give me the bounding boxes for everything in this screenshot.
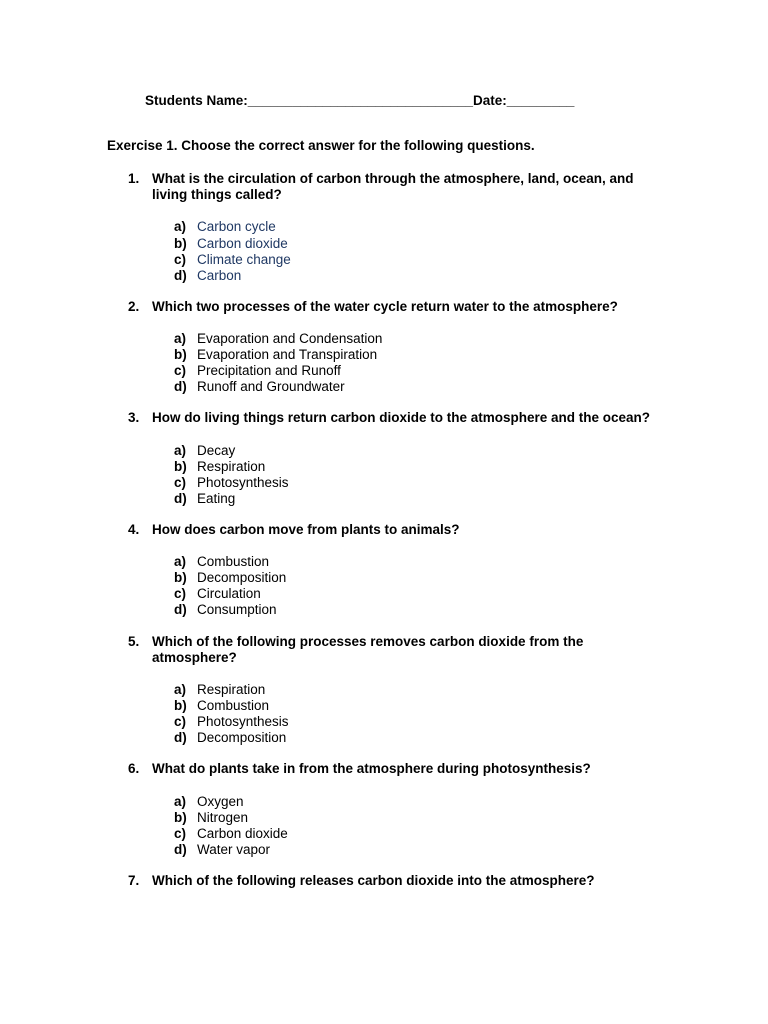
question-3 xyxy=(128,410,668,507)
option-letter: b) xyxy=(174,347,187,363)
option-text: Nitrogen xyxy=(197,809,249,825)
question-text: Which of the following releases carbon dioxide into the atmosphere? xyxy=(152,872,595,888)
answer-option-a[interactable] xyxy=(174,682,668,698)
option-letter: b) xyxy=(174,570,187,586)
question-text: How does carbon move from plants to animals? xyxy=(152,521,460,537)
answer-option-c[interactable] xyxy=(174,475,668,491)
option-letter: d) xyxy=(174,602,187,618)
answer-option-b[interactable] xyxy=(174,459,668,475)
question-stem xyxy=(128,761,668,777)
option-letter: c) xyxy=(174,363,187,379)
option-letter: b) xyxy=(174,698,187,714)
option-text: Carbon dioxide xyxy=(197,825,288,841)
answer-options xyxy=(174,794,668,858)
option-letter: c) xyxy=(174,714,187,730)
answer-options xyxy=(174,331,668,395)
option-text: Carbon dioxide xyxy=(197,235,288,251)
answer-option-d[interactable] xyxy=(174,379,668,395)
answer-option-d[interactable] xyxy=(174,730,668,746)
option-text: Combustion xyxy=(197,698,270,714)
question-stem xyxy=(128,410,668,426)
question-number: 5. xyxy=(128,633,140,649)
option-text: Decomposition xyxy=(197,730,287,746)
question-6 xyxy=(128,761,668,858)
option-text: Respiration xyxy=(197,458,266,474)
answer-option-b[interactable] xyxy=(174,810,668,826)
answer-options xyxy=(174,219,668,283)
option-letter: b) xyxy=(174,458,187,474)
answer-option-c[interactable] xyxy=(174,826,668,842)
option-letter: a) xyxy=(174,793,187,809)
option-text: Evaporation and Condensation xyxy=(197,330,383,346)
answer-option-a[interactable] xyxy=(174,443,668,459)
question-2 xyxy=(128,299,668,396)
answer-option-b[interactable] xyxy=(174,698,668,714)
exercise-title: Exercise 1. Choose the correct answer for the following questions. xyxy=(107,138,535,153)
option-text: Oxygen xyxy=(197,793,244,809)
question-4 xyxy=(128,522,668,619)
answer-option-d[interactable] xyxy=(174,268,668,284)
option-text: Decomposition xyxy=(197,570,287,586)
option-text: Combustion xyxy=(197,554,270,570)
question-stem xyxy=(128,171,668,203)
option-text: Decay xyxy=(197,442,236,458)
option-letter: d) xyxy=(174,490,187,506)
question-list xyxy=(128,171,668,904)
option-text: Eating xyxy=(197,490,236,506)
option-letter: d) xyxy=(174,730,187,746)
option-letter: a) xyxy=(174,442,187,458)
option-letter: c) xyxy=(174,825,187,841)
option-text: Climate change xyxy=(197,251,291,267)
question-number: 2. xyxy=(128,298,140,314)
answer-options xyxy=(174,554,668,618)
answer-option-d[interactable] xyxy=(174,602,668,618)
answer-option-c[interactable] xyxy=(174,363,668,379)
option-letter: c) xyxy=(174,251,187,267)
student-name-date-line: Students Name:______________________________Date:_________ xyxy=(145,93,575,108)
option-letter: d) xyxy=(174,841,187,857)
question-number: 1. xyxy=(128,171,140,186)
question-1 xyxy=(128,171,668,284)
question-number: 6. xyxy=(128,761,140,777)
answer-option-c[interactable] xyxy=(174,586,668,602)
option-letter: a) xyxy=(174,554,187,570)
question-number: 4. xyxy=(128,521,140,537)
answer-option-b[interactable] xyxy=(174,236,668,252)
option-text: Precipitation and Runoff xyxy=(197,363,341,379)
question-stem xyxy=(128,522,668,538)
question-number: 3. xyxy=(128,410,140,426)
answer-option-d[interactable] xyxy=(174,491,668,507)
answer-option-a[interactable] xyxy=(174,331,668,347)
question-stem xyxy=(128,873,668,889)
question-text: What do plants take in from the atmosphere during photosynthesis? xyxy=(152,761,591,777)
answer-option-b[interactable] xyxy=(174,570,668,586)
option-text: Consumption xyxy=(197,602,277,618)
option-text: Evaporation and Transpiration xyxy=(197,347,378,363)
option-text: Respiration xyxy=(197,681,266,697)
option-letter: c) xyxy=(174,474,187,490)
question-text: What is the circulation of carbon through the atmosphere, land, ocean, and living things called? xyxy=(152,171,634,203)
answer-option-a[interactable] xyxy=(174,794,668,810)
option-letter: a) xyxy=(174,219,187,235)
option-letter: a) xyxy=(174,330,187,346)
answer-option-a[interactable] xyxy=(174,554,668,570)
question-7 xyxy=(128,873,668,889)
option-text: Circulation xyxy=(197,586,261,602)
option-text: Carbon xyxy=(197,267,242,283)
answer-options xyxy=(174,682,668,746)
answer-option-a[interactable] xyxy=(174,219,668,235)
answer-options xyxy=(174,443,668,507)
option-text: Carbon cycle xyxy=(197,219,276,235)
question-stem xyxy=(128,634,668,666)
question-stem xyxy=(128,299,668,315)
option-letter: c) xyxy=(174,586,187,602)
option-letter: a) xyxy=(174,681,187,697)
answer-option-d[interactable] xyxy=(174,842,668,858)
question-number: 7. xyxy=(128,872,140,888)
answer-option-c[interactable] xyxy=(174,714,668,730)
option-text: Photosynthesis xyxy=(197,474,289,490)
question-5 xyxy=(128,634,668,747)
question-text: How do living things return carbon dioxide to the atmosphere and the ocean? xyxy=(152,410,651,426)
option-text: Photosynthesis xyxy=(197,714,289,730)
option-letter: b) xyxy=(174,809,187,825)
option-letter: d) xyxy=(174,267,187,283)
option-text: Water vapor xyxy=(197,841,271,857)
question-text: Which of the following processes removes carbon dioxide from the atmosphere? xyxy=(152,633,584,665)
option-letter: d) xyxy=(174,379,187,395)
answer-option-b[interactable] xyxy=(174,347,668,363)
answer-option-c[interactable] xyxy=(174,252,668,268)
option-text: Runoff and Groundwater xyxy=(197,379,345,395)
question-text: Which two processes of the water cycle return water to the atmosphere? xyxy=(152,298,618,314)
option-letter: b) xyxy=(174,235,187,251)
